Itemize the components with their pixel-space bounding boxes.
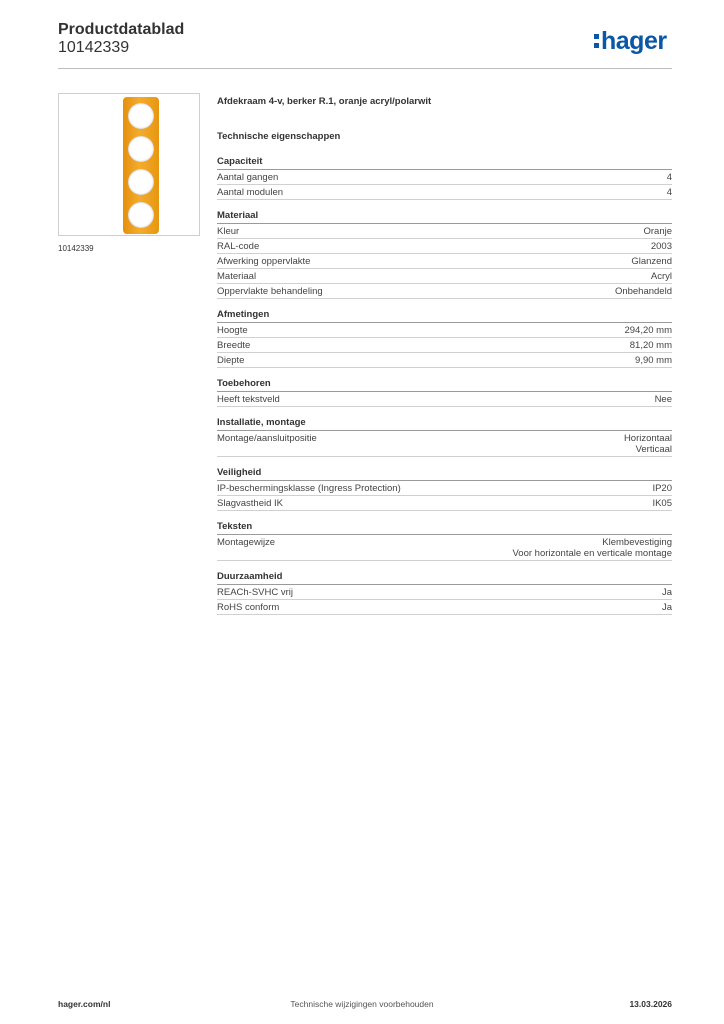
spec-value <box>624 325 672 336</box>
frame-opening <box>128 169 154 195</box>
spec-row <box>217 481 672 496</box>
spec-value-line: Onbehandeld <box>614 286 672 297</box>
hager-logo <box>594 27 667 56</box>
logo-dots-icon <box>594 34 599 52</box>
spec-row <box>217 496 672 511</box>
spec-row <box>217 254 672 269</box>
spec-row <box>217 535 672 561</box>
spec-row <box>217 269 672 284</box>
product-title: Afdekraam 4-v, berker R.1, oranje acryl/polarwit <box>217 96 432 107</box>
spec-section-title: Installatie, montage <box>217 416 672 431</box>
spec-row <box>217 585 672 600</box>
spec-row <box>217 353 672 368</box>
spec-value-line: Acryl <box>650 271 672 282</box>
header-divider <box>58 68 672 69</box>
spec-value-line: Horizontaal <box>623 433 672 444</box>
spec-label: Montage/aansluitpositie <box>217 433 317 444</box>
spec-sections <box>217 155 672 615</box>
spec-section <box>217 416 672 457</box>
spec-value <box>651 271 672 282</box>
spec-value-line: 9,90 mm <box>635 355 672 366</box>
logo-text: hager <box>601 27 667 55</box>
spec-row <box>217 239 672 254</box>
spec-section-title: Toebehoren <box>217 377 672 392</box>
spec-row <box>217 392 672 407</box>
spec-section-title: Duurzaamheid <box>217 570 672 585</box>
spec-value <box>662 587 672 598</box>
spec-value-line: Verticaal <box>635 444 672 455</box>
spec-row <box>217 338 672 353</box>
spec-row <box>217 431 672 457</box>
spec-value-line: Glanzend <box>631 256 672 267</box>
spec-section-title: Capaciteit <box>217 155 672 170</box>
spec-label: RoHS conform <box>217 602 280 613</box>
spec-value-line: 4 <box>666 172 672 183</box>
spec-label: Heeft tekstveld <box>217 394 280 405</box>
spec-value-line: IP20 <box>652 483 672 494</box>
spec-section <box>217 155 672 200</box>
spec-content <box>217 96 672 615</box>
product-code: 10142339 <box>58 39 130 56</box>
spec-section <box>217 466 672 511</box>
spec-label: Breedte <box>217 340 251 351</box>
spec-value-line: Ja <box>661 602 672 613</box>
spec-row <box>217 284 672 299</box>
spec-section <box>217 209 672 299</box>
spec-value-line: 81,20 mm <box>629 340 672 351</box>
spec-section-title: Teksten <box>217 520 672 535</box>
spec-label: Montagewijze <box>217 537 276 548</box>
spec-row <box>217 224 672 239</box>
spec-section <box>217 520 672 561</box>
spec-label: Aantal modulen <box>217 187 284 198</box>
spec-value <box>643 226 672 237</box>
spec-value-line: Voor horizontale en verticale montage <box>512 548 672 559</box>
spec-value <box>655 394 672 405</box>
spec-value <box>651 241 672 252</box>
spec-label: Aantal gangen <box>217 172 279 183</box>
spec-value <box>652 483 672 494</box>
spec-value <box>630 340 672 351</box>
page-title: Productdatablad <box>58 21 185 38</box>
spec-value <box>624 433 672 455</box>
footer-disclaimer: Technische wijzigingen voorbehouden <box>290 999 434 1009</box>
spec-value <box>667 187 672 198</box>
spec-row <box>217 323 672 338</box>
technical-properties-heading: Technische eigenschappen <box>217 131 341 142</box>
footer-date: 13.03.2026 <box>629 999 672 1009</box>
spec-value-line: Nee <box>654 394 672 405</box>
spec-value-line: IK05 <box>652 498 672 509</box>
frame-opening <box>128 202 154 228</box>
spec-value <box>662 602 672 613</box>
spec-value-line: Oranje <box>643 226 672 237</box>
spec-value <box>635 355 672 366</box>
spec-label: RAL-code <box>217 241 260 252</box>
spec-section-title: Afmetingen <box>217 308 672 323</box>
spec-value-line: Ja <box>661 587 672 598</box>
footer-website: hager.com/nl <box>58 999 111 1009</box>
spec-row <box>217 185 672 200</box>
spec-row <box>217 170 672 185</box>
spec-label: Oppervlakte behandeling <box>217 286 323 297</box>
frame-opening <box>128 103 154 129</box>
product-image <box>58 93 200 236</box>
spec-section <box>217 570 672 615</box>
spec-label: IP-beschermingsklasse (Ingress Protection) <box>217 483 401 494</box>
spec-value <box>513 537 673 559</box>
spec-value-line: Klembevestiging <box>602 537 672 548</box>
spec-label: Diepte <box>217 355 245 366</box>
spec-row <box>217 600 672 615</box>
spec-label: Afwerking oppervlakte <box>217 256 311 267</box>
spec-value-line: 2003 <box>650 241 672 252</box>
spec-label: Materiaal <box>217 271 257 282</box>
spec-label: Slagvastheid IK <box>217 498 284 509</box>
spec-value-line: 4 <box>666 187 672 198</box>
image-caption: 10142339 <box>58 244 94 253</box>
spec-value-line: 294,20 mm <box>624 325 672 336</box>
spec-label: REACh-SVHC vrij <box>217 587 294 598</box>
cover-frame-image <box>123 97 159 234</box>
spec-value <box>667 172 672 183</box>
spec-value <box>631 256 672 267</box>
spec-section <box>217 308 672 368</box>
spec-section-title: Veiligheid <box>217 466 672 481</box>
spec-label: Hoogte <box>217 325 248 336</box>
frame-opening <box>128 136 154 162</box>
spec-section <box>217 377 672 407</box>
spec-section-title: Materiaal <box>217 209 672 224</box>
spec-value <box>652 498 672 509</box>
spec-value <box>615 286 672 297</box>
spec-label: Kleur <box>217 226 240 237</box>
